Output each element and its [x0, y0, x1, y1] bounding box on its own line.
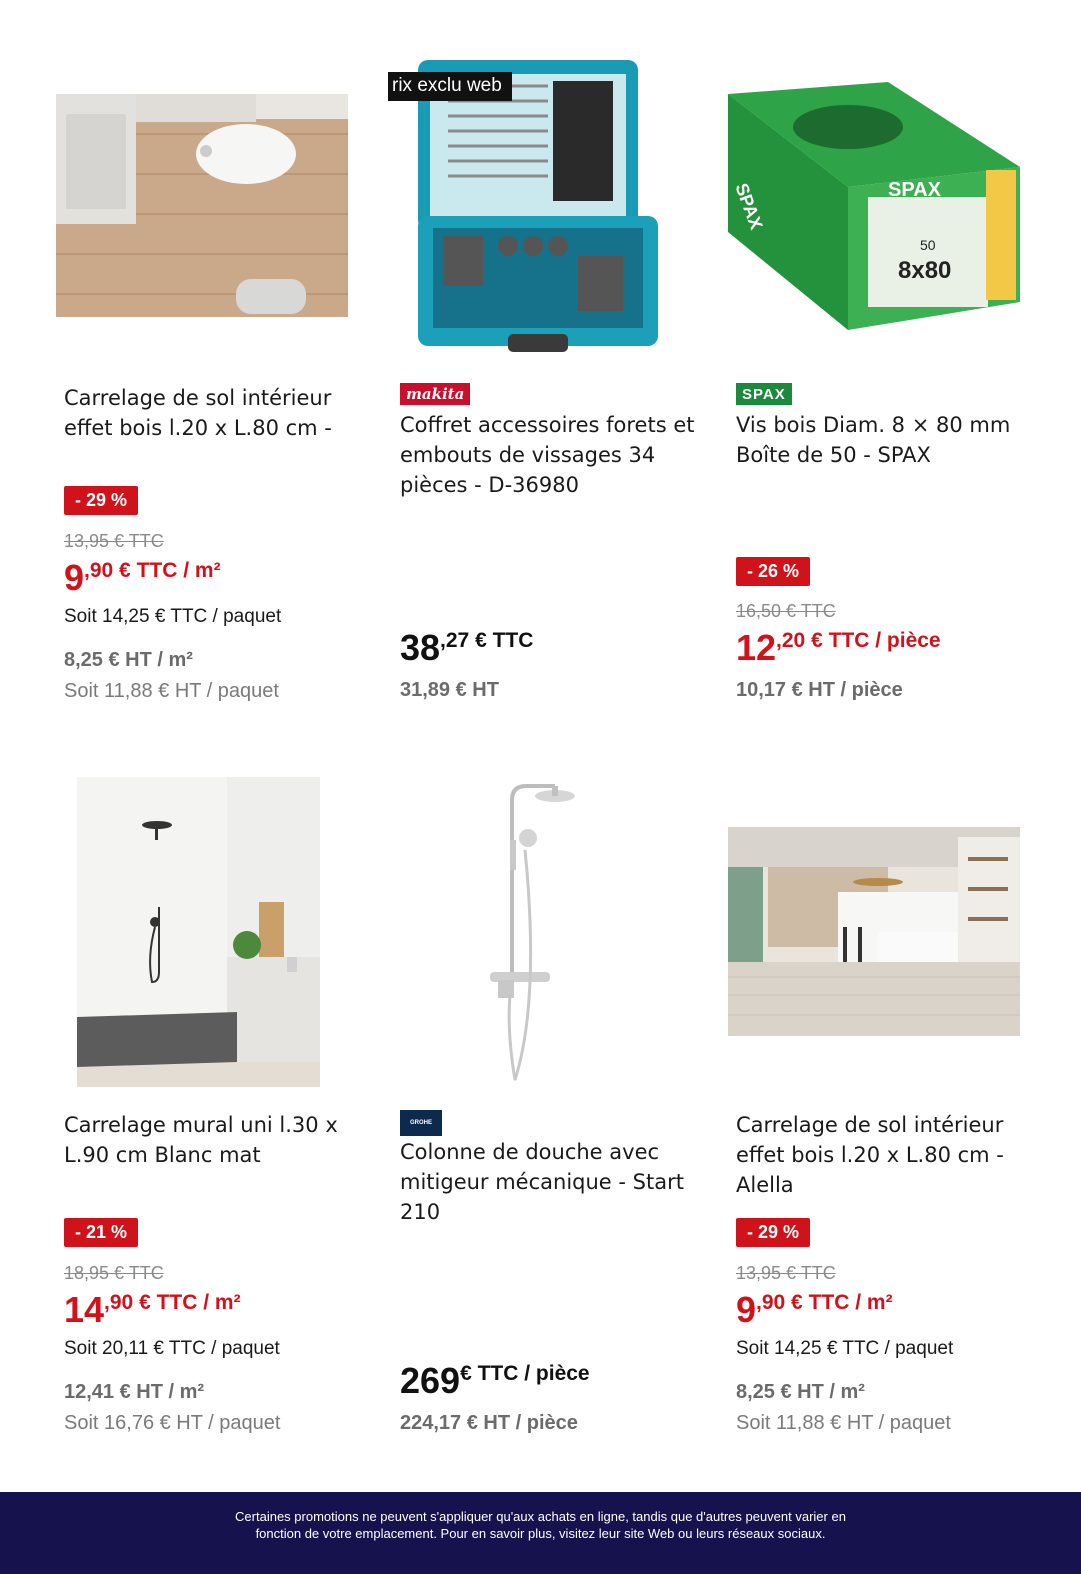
web-exclusive-badge: rix exclu web	[388, 72, 512, 101]
brand-logo-grohe: GROHE	[400, 1110, 442, 1136]
price-integer: 269	[400, 1360, 461, 1401]
product-image-bathroom-wall-tile[interactable]	[77, 777, 320, 1087]
price-decimal: ,27 € TTC	[440, 629, 534, 652]
current-price	[400, 1360, 590, 1401]
current-price	[64, 557, 221, 598]
price-per-package: Soit 14,25 € TTC / paquet	[64, 606, 282, 627]
footer-line-1: Certaines promotions ne peuvent s'appliquer qu'aux achats en ligne, tandis que d'autres peuvent varier en	[235, 1509, 846, 1524]
product-title[interactable]: Carrelage mural uni l.30 x L.90 cm Blanc mat	[64, 1113, 338, 1167]
old-price: 16,50 € TTC	[736, 601, 836, 621]
price-integer: 38	[400, 627, 441, 668]
price-ht: 8,25 € HT / m²	[64, 649, 193, 671]
current-price	[400, 627, 534, 668]
price-integer: 9	[736, 1289, 757, 1330]
product-image-drill-case[interactable]	[388, 56, 663, 356]
footer-disclaimer	[0, 1492, 1081, 1574]
price-ht: 224,17 € HT / pièce	[400, 1412, 578, 1434]
spax-box-side-brand: SPAX	[731, 180, 767, 233]
footer-line-2: fonction de votre emplacement. Pour en savoir plus, visitez leur site Web ou leurs réseaux sociaux.	[255, 1526, 826, 1541]
old-price: 13,95 € TTC	[64, 531, 164, 551]
price-integer: 14	[64, 1289, 105, 1330]
discount-badge: - 29 %	[736, 1218, 810, 1247]
discount-badge: - 29 %	[64, 486, 138, 515]
product-image-spax-box[interactable]	[728, 82, 1020, 330]
price-ht: 10,17 € HT / pièce	[736, 679, 903, 701]
spax-box-qty: 50	[920, 237, 936, 253]
price-ht: 8,25 € HT / m²	[736, 1381, 865, 1403]
old-price: 18,95 € TTC	[64, 1263, 164, 1283]
price-decimal: ,90 € TTC / m²	[104, 1291, 241, 1314]
price-ht-package: Soit 16,76 € HT / paquet	[64, 1412, 281, 1434]
price-per-package: Soit 14,25 € TTC / paquet	[736, 1338, 954, 1359]
product-title[interactable]: Vis bois Diam. 8 × 80 mm Boîte de 50 - SPAX	[736, 413, 1011, 467]
current-price	[64, 1289, 241, 1330]
product-title[interactable]: Coffret accessoires forets et embouts de vissages 34 pièces - D-36980	[400, 413, 695, 497]
spax-box-size: 8x80	[898, 257, 952, 284]
discount-badge: - 21 %	[64, 1218, 138, 1247]
price-ht-package: Soit 11,88 € HT / paquet	[64, 680, 279, 702]
price-ht-package: Soit 11,88 € HT / paquet	[736, 1412, 951, 1434]
brand-logo-makita: makita	[400, 383, 470, 405]
price-integer: 12	[736, 627, 777, 668]
old-price: 13,95 € TTC	[736, 1263, 836, 1283]
current-price	[736, 627, 941, 668]
price-decimal: € TTC / pièce	[460, 1362, 590, 1385]
discount-badge: - 26 %	[736, 557, 810, 586]
price-ht: 12,41 € HT / m²	[64, 1381, 205, 1403]
price-decimal: ,90 € TTC / m²	[756, 1291, 893, 1314]
price-per-package: Soit 20,11 € TTC / paquet	[64, 1338, 280, 1359]
price-decimal: ,90 € TTC / m²	[84, 559, 221, 582]
product-title[interactable]: Carrelage de sol intérieur effet bois l.20 x L.80 cm - Alella	[736, 1113, 1004, 1197]
product-image-kitchen-floor[interactable]	[728, 827, 1020, 1036]
product-title[interactable]: Carrelage de sol intérieur effet bois l.20 x L.80 cm -	[64, 386, 332, 440]
price-ht: 31,89 € HT	[400, 679, 499, 701]
price-integer: 9	[64, 557, 85, 598]
brand-logo-spax: SPAX	[736, 383, 792, 405]
product-title[interactable]: Colonne de douche avec mitigeur mécanique - Start 210	[400, 1140, 684, 1224]
price-decimal: ,20 € TTC / pièce	[776, 629, 941, 652]
spax-box-brand: SPAX	[888, 179, 941, 201]
current-price	[736, 1289, 893, 1330]
product-image-shower-column[interactable]	[470, 780, 600, 1085]
product-image-wood-floor[interactable]	[56, 94, 348, 317]
